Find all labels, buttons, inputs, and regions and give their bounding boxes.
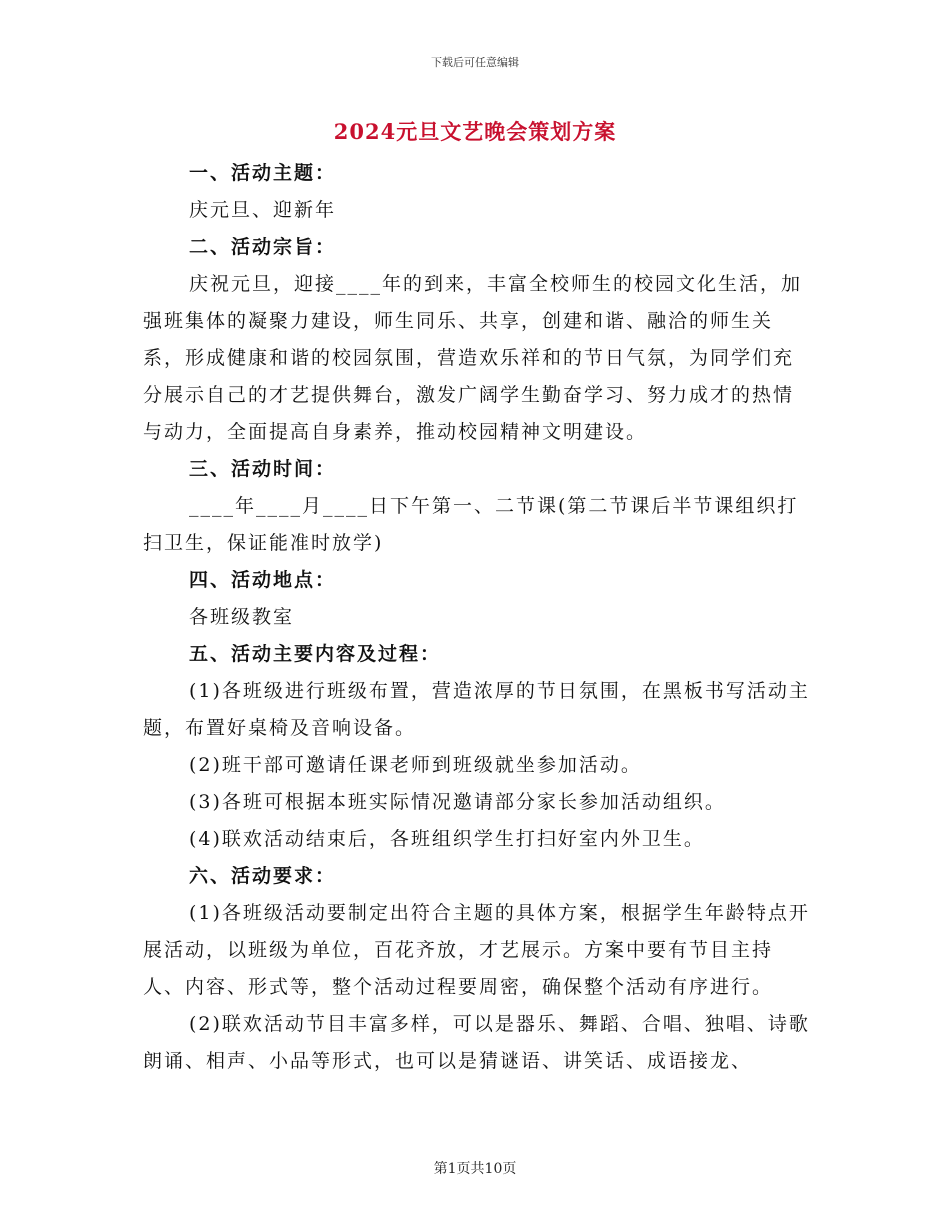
section-heading-purpose: 二、活动宗旨：: [189, 236, 337, 258]
list-item: (3)各班可根据本班实际情况邀请部分家长参加活动组织。: [189, 791, 726, 813]
section-heading-time: 三、活动时间：: [189, 458, 337, 480]
paragraph-time: ____年____月____日下午第一、二节课(第二节课后半节课组织打扫卫生，保证能准时放学): [143, 495, 799, 554]
section-heading-requirements: 六、活动要求：: [189, 865, 337, 887]
section-heading-content: 五、活动主要内容及过程：: [189, 643, 442, 665]
paragraph-location: 各班级教室: [189, 606, 295, 628]
paragraph-purpose: 庆祝元旦，迎接____年的到来，丰富全校师生的校园文化生活，加强班集体的凝聚力建设，师生同乐、共享，创建和谐、融洽的师生关系，形成健康和谐的校园氛围，营造欢乐祥和的节日气氛，为同学们充分展示自己的才艺提供舞台，激发广阔学生勤奋学习、努力成才的热情与动力，全面提高自身素养，推动校园精神文明建设。: [143, 273, 803, 443]
list-item: (2)联欢活动节目丰富多样，可以是器乐、舞蹈、合唱、独唱、诗歌朗诵、相声、小品等形式，也可以是猜谜语、讲笑话、成语接龙、: [143, 1013, 810, 1072]
list-item: (1)各班级活动要制定出符合主题的具体方案，根据学生年龄特点开展活动，以班级为单位，百花齐放，才艺展示。方案中要有节目主持人、内容、形式等，整个活动过程要周密，确保整个活动有序进行。: [143, 902, 810, 998]
page-footer: 第1页共10页: [433, 1161, 517, 1177]
list-item: (1)各班级进行班级布置，营造浓厚的节日氛围，在黑板书写活动主题，布置好桌椅及音响设备。: [143, 680, 810, 739]
section-heading-theme: 一、活动主题：: [189, 162, 337, 184]
paragraph-theme: 庆元旦、迎新年: [189, 199, 337, 221]
section-heading-location: 四、活动地点：: [189, 569, 337, 591]
header-note: 下载后可任意编辑: [431, 56, 519, 69]
document-body: [143, 155, 813, 1080]
list-item: (2)班干部可邀请任课老师到班级就坐参加活动。: [189, 754, 642, 776]
document-title: 2024元旦文艺晚会策划方案: [333, 119, 617, 144]
list-item: (4)联欢活动结束后，各班组织学生打扫好室内外卫生。: [189, 828, 705, 850]
